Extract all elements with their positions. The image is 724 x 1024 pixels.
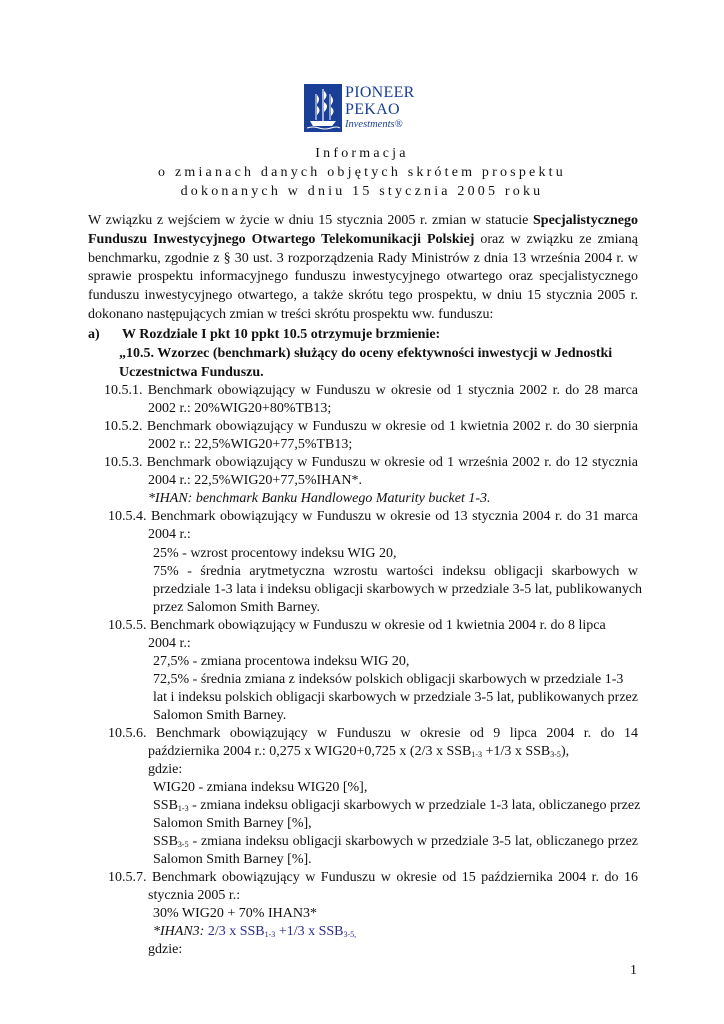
- item-5-line-5: lat i indeksu polskich obligacji skarbowych w przedziale 3-5 lat, publikowanych przez: [153, 690, 638, 705]
- section-heading: W Rozdziale I pkt 10 ppkt 10.5 otrzymuje brzmienie:: [122, 327, 441, 342]
- item-6-line-1: 10.5.6. Benchmark obowiązujący w Funduszu w okresie od 9 lipca 2004 r. do 14: [108, 726, 638, 741]
- item-4-line-4: 75% - średnia arytmetyczna wzrostu wartości indeksu obligacji skarbowych w: [153, 564, 638, 579]
- item-6-formula-a: października 2004 r.: 0,275 x WIG20+0,725 x (2/3 x SSB: [148, 744, 472, 759]
- item-6-line-6: Salomon Smith Barney [%],: [153, 816, 312, 831]
- item-7-formula-b: +1/3 x SSB: [275, 924, 344, 939]
- item-4-line-2: 2004 r.:: [148, 527, 191, 542]
- item-6-ssb35-a: SSB: [153, 834, 178, 849]
- section-marker: a): [88, 327, 100, 342]
- page-number: 1: [630, 963, 637, 978]
- item-3-line-1: 10.5.3. Benchmark obowiązujący w Funduszu w okresie od 1 września 2002 r. do 12 stycznia: [104, 455, 638, 470]
- title-line-3: dokonanych w dniu 15 stycznia 2005 roku: [180, 184, 544, 199]
- item-6-formula-c: ),: [560, 744, 570, 759]
- item-6-sub-2: 3-5: [550, 750, 561, 759]
- title-line-2: o zmianach danych objętych skrótem prospektu: [158, 165, 566, 180]
- item-6-line-3: gdzie:: [148, 762, 183, 777]
- item-3-note: *IHAN: benchmark Banku Handlowego Maturity bucket 1-3.: [148, 491, 491, 506]
- item-4-line-5: przedziale 1-3 lata i indeksu obligacji skarbowych w przedziale 3-5 lat, publikowanych: [153, 582, 643, 597]
- item-7-line-4: [153, 923, 356, 941]
- item-7-line-1: 10.5.7. Benchmark obowiązujący w Funduszu w okresie od 15 października 2004 r. do 16: [108, 870, 638, 885]
- item-4-line-6: przez Salomon Smith Barney.: [153, 600, 321, 615]
- item-6-ssb13-b: - zmiana indeksu obligacji skarbowych w przedziale 1-3 lata, obliczanego przez: [188, 798, 641, 813]
- logo-line-2: PEKAO: [345, 101, 400, 118]
- item-6-line-2: [148, 743, 569, 761]
- item-7-line-5: gdzie:: [148, 942, 183, 957]
- item-5-line-3: 27,5% - zmiana procentowa indeksu WIG 20,: [153, 654, 410, 669]
- item-5-line-1: 10.5.5. Benchmark obowiązujący w Funduszu w okresie od 1 kwietnia 2004 r. do 8 lipca: [108, 618, 606, 633]
- company-logo: [304, 84, 420, 132]
- item-1-line-2: 2002 r.: 20%WIG20+80%TB13;: [148, 401, 332, 416]
- sailing-ship-icon: [304, 84, 342, 132]
- item-6-ssb35-b: - zmiana indeksu obligacji skarbowych w przedziale 3-5 lat, obliczanego przez: [188, 834, 638, 849]
- item-4-line-1: 10.5.4. Benchmark obowiązujący w Funduszu w okresie od 13 stycznia 2004 r. do 31 marca: [108, 509, 638, 524]
- item-5-line-2: 2004 r.:: [148, 636, 191, 651]
- item-3-line-2: 2004 r.: 22,5%WIG20+77,5%IHAN*.: [148, 473, 362, 488]
- item-7-sub-1: 1-3: [264, 930, 276, 939]
- item-6-ssb35-sub: 3-5: [177, 840, 189, 849]
- item-7-line-2: stycznia 2005 r.:: [148, 888, 241, 903]
- item-6-line-8: Salomon Smith Barney [%].: [153, 852, 312, 867]
- intro-paragraph: [88, 212, 638, 325]
- quote-line-1: „10.5. Wzorzec (benchmark) służący do oceny efektywności inwestycji w Jednostki: [119, 346, 613, 361]
- item-5-line-6: Salomon Smith Barney.: [153, 708, 287, 723]
- item-2-line-1: 10.5.2. Benchmark obowiązujący w Funduszu w okresie od 1 kwietnia 2002 r. do 30 sierpnia: [104, 419, 638, 434]
- intro-text-2: oraz w związku ze zmianą benchmarku, zgodnie z § 30 ust. 3 rozporządzenia Rady Ministrów z dnia 13 września 2004 r. w sprawie prospektu informacyjnego funduszu inwestycyjnego otwartego oraz specjalistycznego funduszu inwestycyjnego otwartego, a także skrótu tego prospektu, w dniu 15 stycznia 2005 r. dokonano następujących zmian w treści skrótu prospektu ww. funduszu:: [88, 231, 638, 322]
- item-2-line-2: 2002 r.: 22,5%WIG20+77,5%TB13;: [148, 437, 353, 452]
- logo-wordmark: [345, 84, 415, 131]
- item-6-ssb13-a: SSB: [153, 798, 178, 813]
- title-line-1: Informacja: [315, 146, 409, 161]
- logo-line-3: Investments®: [345, 119, 403, 130]
- item-5-line-4: 72,5% - średnia zmiana z indeksów polskich obligacji skarbowych w przedziale 1-3: [153, 672, 624, 687]
- fund-name: Specjalistycznego Funduszu Inwestycyjnego Otwartego Telekomunikacji Polskiej: [88, 213, 638, 247]
- logo-line-1: PIONEER: [345, 84, 415, 101]
- item-1-line-1: 10.5.1. Benchmark obowiązujący w Funduszu w okresie od 1 stycznia 2002 r. do 28 marca: [104, 383, 638, 398]
- item-6-line-4: WIG20 - zmiana indeksu WIG20 [%],: [153, 780, 368, 795]
- item-4-line-3: 25% - wzrost procentowy indeksu WIG 20,: [153, 546, 397, 561]
- item-7-formula-a: 2/3 x SSB: [207, 924, 265, 939]
- item-6-line-7: [153, 833, 638, 851]
- intro-text-1: W związku z wejściem w życie w dniu 15 stycznia 2005 r. zmian w statucie: [88, 213, 534, 228]
- item-6-sub-1: 1-3: [471, 750, 483, 759]
- item-7-line-3: 30% WIG20 + 70% IHAN3*: [153, 906, 317, 921]
- item-6-ssb13-sub: 1-3: [177, 804, 189, 813]
- item-6-formula-b: +1/3 x SSB: [482, 744, 551, 759]
- item-6-line-5: [153, 797, 641, 815]
- item-7-sub-2: 3-5,: [343, 930, 357, 939]
- quote-line-2: Uczestnictwa Funduszu.: [119, 365, 264, 380]
- item-7-ihan3-label: *IHAN3:: [153, 924, 208, 939]
